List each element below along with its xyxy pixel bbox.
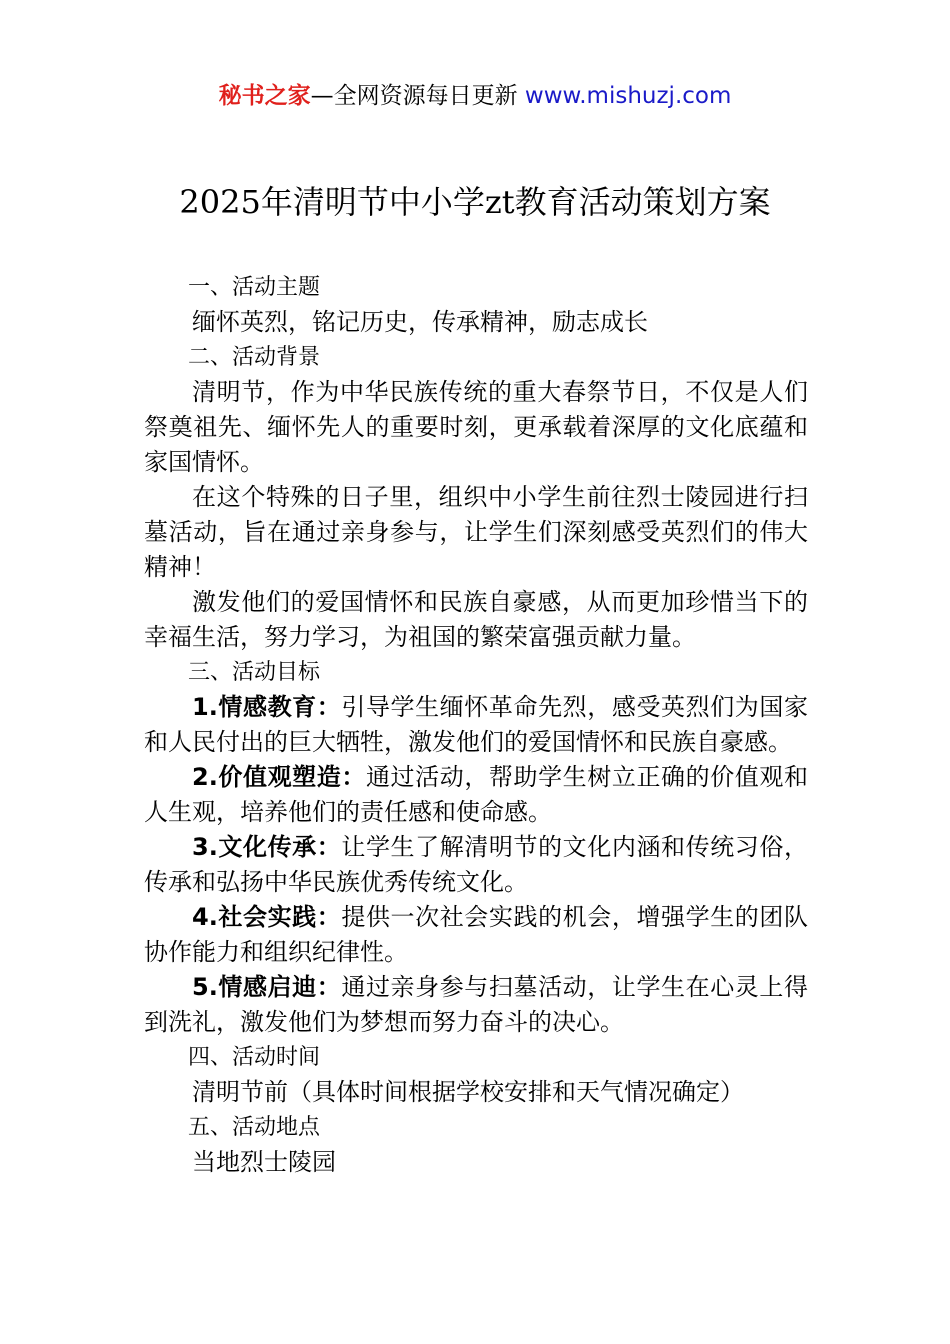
section-heading-location: 五、活动地点 [188, 1115, 321, 1140]
banner-tagline: —全网资源每日更新 [310, 83, 518, 109]
goal-text: 提供一次社会实践的机会，增强学生的团队协作能力和组织纪律性。 [144, 903, 808, 966]
site-banner [0, 80, 950, 112]
background-paragraph-1: 清明节，作为中华民族传统的重大春祭节日，不仅是人们祭奠祖先、缅怀先人的重要时刻，更承载着深厚的文化底蕴和家国情怀。 [144, 378, 808, 476]
goal-item [144, 900, 808, 970]
document-body [144, 270, 808, 1180]
goal-text: 让学生了解清明节的文化内涵和传统习俗，传承和弘扬中华民族优秀传统文化。 [144, 833, 808, 896]
goal-text: 通过活动，帮助学生树立正确的价值观和人生观，培养他们的责任感和使命感。 [144, 763, 808, 826]
goal-text: 通过亲身参与扫墓活动，让学生在心灵上得到洗礼，激发他们为梦想而努力奋斗的决心。 [144, 973, 808, 1036]
section-heading-time: 四、活动时间 [188, 1045, 321, 1070]
background-paragraph-2: 在这个特殊的日子里，组织中小学生前往烈士陵园进行扫墓活动，旨在通过亲身参与，让学生们深刻感受英烈们的伟大精神！ [144, 483, 808, 581]
location-text: 当地烈士陵园 [192, 1148, 336, 1176]
document-title: 2025年清明节中小学zt教育活动策划方案 [179, 183, 771, 221]
theme-text: 缅怀英烈，铭记历史，传承精神，励志成长 [192, 308, 648, 336]
goal-lead: 2.价值观塑造： [192, 763, 366, 791]
goal-lead: 5.情感启迪： [192, 973, 342, 1001]
section-heading-goals: 三、活动目标 [188, 660, 321, 685]
goal-item [144, 760, 808, 830]
background-paragraph-3: 激发他们的爱国情怀和民族自豪感，从而更加珍惜当下的幸福生活，努力学习，为祖国的繁荣富强贡献力量。 [144, 588, 808, 651]
section-heading-background: 二、活动背景 [188, 345, 321, 370]
section-heading-theme: 一、活动主题 [188, 275, 321, 300]
goal-lead: 3.文化传承： [192, 833, 342, 861]
time-text: 清明节前（具体时间根据学校安排和天气情况确定） [192, 1078, 744, 1106]
goal-lead: 1.情感教育： [192, 693, 342, 721]
goal-text: 引导学生缅怀革命先烈，感受英烈们为国家和人民付出的巨大牺牲，激发他们的爱国情怀和民族自豪感。 [144, 693, 808, 756]
goal-item [144, 690, 808, 760]
goal-item [144, 830, 808, 900]
site-url-link[interactable]: www.mishuzj.com [524, 83, 732, 109]
goal-lead: 4.社会实践： [192, 903, 342, 931]
goal-item [144, 970, 808, 1040]
brand-name: 秘书之家 [218, 83, 311, 109]
